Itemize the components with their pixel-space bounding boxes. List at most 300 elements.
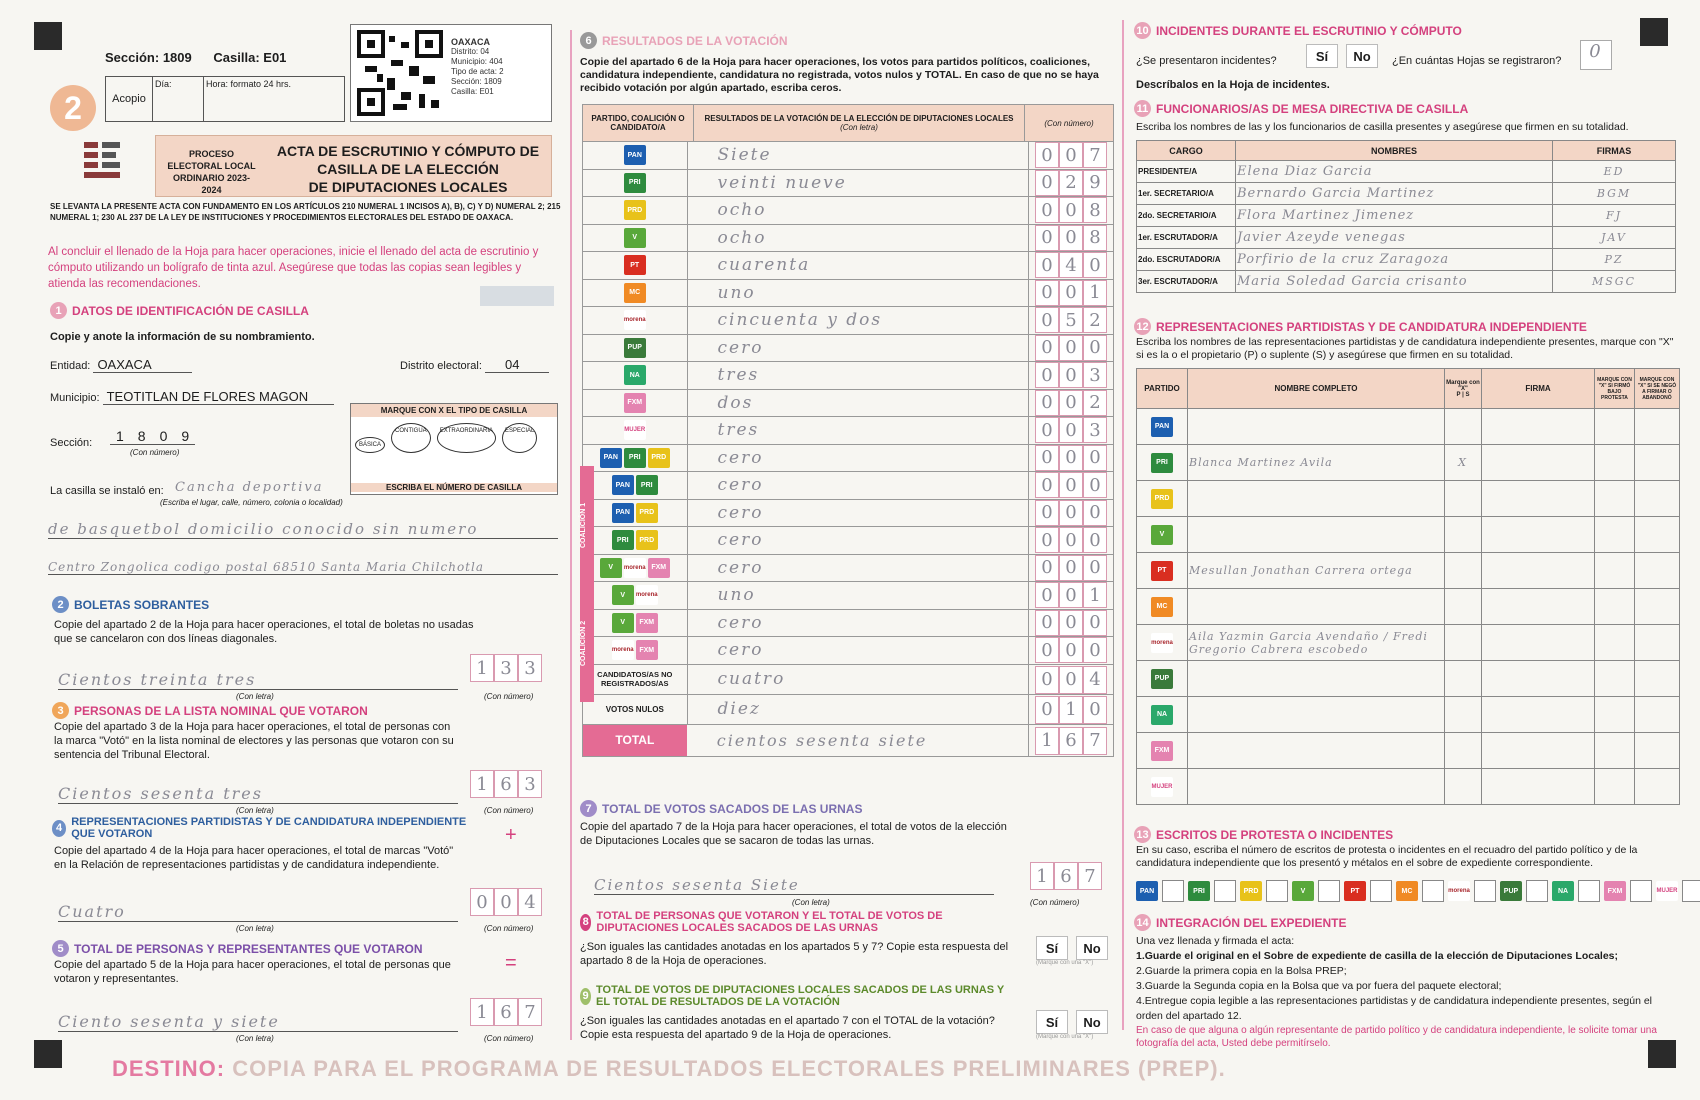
seccion-label: Sección: [50,437,93,449]
representante-row [1137,445,1680,481]
result-digits[interactable]: 0 0 2 [1029,390,1113,417]
s14-content: Una vez llenada y firmada el acta: 1.Guarde el original en el Sobre de expediente de casilla de la elección de Diputaciones Locales; 2.Guarde la primera copia en la Bolsa PREP; 3.Guarde la Segunda copia en la Bolsa que va por fuera del paquete electoral; 4.Entregue copia legible a las representaciones partidistas y de candidatura independiente presentes, según el orden del apartado 12. En caso de que alguna o algún representante de partido político y de candidatura independiente, le solicite tomar una fotografía del acta, Usted debe permitírselo. [1136,935,1657,1049]
representante-ps-mark[interactable] [1445,517,1482,553]
s2-letra-hint: (Con letra) [236,692,274,701]
section-12-title: 12 REPRESENTACIONES PARTIDISTAS Y DE CANDIDATURA INDEPENDIENTE [1134,318,1587,335]
abandono-mark[interactable] [1634,553,1679,589]
protesta-mark[interactable] [1595,445,1635,481]
result-letra[interactable]: dos [688,390,1030,417]
prd-logo-icon: PRD [1151,489,1173,509]
representante-nombre[interactable] [1188,589,1445,625]
abandono-mark[interactable] [1634,409,1679,445]
protesta-mark[interactable] [1595,697,1635,733]
representante-party [1137,517,1188,553]
representante-firma[interactable] [1482,517,1595,553]
funcionario-firma[interactable]: PZ [1553,249,1676,271]
protesta-mark[interactable] [1595,409,1635,445]
s5-letra[interactable]: Ciento sesenta y siete [58,1012,458,1032]
pup-logo-icon: PUP [624,338,646,358]
result-letra[interactable]: cero [688,445,1030,472]
representante-firma[interactable] [1482,553,1595,589]
abandono-mark[interactable] [1634,697,1679,733]
funcionario-cargo: 3er. ESCRUTADOR/A [1137,271,1236,293]
protesta-count-box[interactable] [1318,880,1340,902]
representante-nombre[interactable] [1188,661,1445,697]
mc-logo-icon: MC [1396,881,1418,901]
representante-nombre[interactable] [1188,409,1445,445]
section-7-title: 7 TOTAL DE VOTOS SACADOS DE LAS URNAS [580,800,862,817]
nao-logo-icon: NA [1552,881,1574,901]
result-party-cell [583,555,688,582]
representante-ps-mark[interactable] [1445,733,1482,769]
mujer-logo-icon: MUJER [1656,881,1678,901]
result-digits[interactable]: 0 0 0 [1029,445,1113,472]
tipo-basica[interactable]: BÁSICA [355,437,385,453]
qr-code-icon [357,30,443,116]
pan-logo-icon: PAN [600,448,622,468]
abandono-mark[interactable] [1634,481,1679,517]
result-row [582,417,1114,445]
protesta-mark[interactable] [1595,733,1635,769]
abandono-mark[interactable] [1634,661,1679,697]
protesta-mark[interactable] [1595,517,1635,553]
s9-si-option[interactable]: Sí [1036,1010,1068,1034]
tipo-especial[interactable]: ESPECIAL [502,423,537,453]
result-digits[interactable]: 0 2 9 [1029,170,1113,197]
morena-logo-icon: morena [1448,881,1470,901]
section-14-title: 14 INTEGRACIÓN DEL EXPEDIENTE [1134,914,1346,931]
s7-digits[interactable]: 1 6 7 [1030,862,1102,890]
fundamento-text: SE LEVANTA LA PRESENTE ACTA CON FUNDAMENTO EN LOS ARTÍCULOS 210 NUMERAL 1 INCISOS A), B), C) Y D) NUMERAL 2; 215 NUMERAL 1; 230 AL 237 DE LA LEY DE INSTITUCIONES Y PROCEDIMIENTOS ELECTORALES DEL ESTADO DE OAXACA. [50,202,561,222]
nao-logo-icon: NA [1151,705,1173,725]
representante-nombre[interactable] [1188,697,1445,733]
representante-ps-mark[interactable] [1445,481,1482,517]
s2-letra[interactable]: Cientos treinta tres [58,670,458,690]
section-1-title: 1 DATOS DE IDENTIFICACIÓN DE CASILLA [50,302,309,319]
distrito-field[interactable]: Distrito electoral: 04 [400,358,549,373]
funcionario-nombre[interactable]: Javier Azeyde venegas [1236,227,1553,249]
s9-question: ¿Son iguales las cantidades anotadas en el apartado 7 con el TOTAL de la votación? Copie esta respuesta del apartado 9 de la Hoja de operaciones. [580,1015,995,1041]
protesta-boxes [1136,880,1700,902]
result-party-cell [583,307,688,334]
acopio-box: Acopio Día: Hora: formato 24 hrs. [105,76,345,122]
representante-ps-mark[interactable] [1445,625,1482,661]
result-party-cell [583,170,688,197]
representante-nombre[interactable] [1188,517,1445,553]
protesta-count-box[interactable] [1214,880,1236,902]
result-digits[interactable]: 0 0 0 [1029,637,1113,664]
result-party-cell [583,472,688,499]
representante-ps-mark[interactable]: X [1445,445,1482,481]
s10-si-option[interactable]: Sí [1306,44,1338,68]
prd-logo-icon: PRD [648,448,670,468]
protesta-mark[interactable] [1595,589,1635,625]
result-letra[interactable]: ocho [688,225,1030,252]
equals-sign: = [505,952,517,974]
protesta-count-box[interactable] [1266,880,1288,902]
s13-instr: En su caso, escriba el número de escritos de protesta o incidentes en el recuadro del partido político y de la candidatura independiente que los presentó y métalos en el sobre de expediente correspondiente. [1136,844,1638,869]
result-row [582,252,1114,280]
pri-logo-icon: PRI [636,475,658,495]
instalo-line-3[interactable]: Centro Zongolica codigo postal 68510 Santa Maria Chilchotla [48,560,558,575]
result-digits[interactable]: 0 0 7 [1029,142,1113,169]
result-digits[interactable]: 0 0 0 [1029,555,1113,582]
result-row [582,390,1114,418]
s4-instr: Copie del apartado 4 de la Hoja para hacer operaciones, el total de marcas "Votó" en la Relación de representaciones partidistas y de candidatura independiente. [54,845,454,871]
result-letra[interactable]: cero [688,335,1030,362]
no-reg-letra[interactable]: cuatro [688,665,1030,694]
result-party-cell [583,197,688,224]
representante-nombre[interactable] [1188,733,1445,769]
result-digits[interactable]: 0 0 0 [1029,472,1113,499]
result-digits[interactable]: 0 0 3 [1029,362,1113,389]
pvem-logo-icon: V [612,613,634,633]
barcode-patch [480,286,554,306]
representante-firma[interactable] [1482,697,1595,733]
result-letra[interactable]: uno [688,582,1030,609]
result-letra[interactable]: cuarenta [688,252,1030,279]
representante-firma[interactable] [1482,625,1595,661]
mc-logo-icon: MC [1151,597,1173,617]
pvem-logo-icon: V [600,558,622,578]
funcionario-firma[interactable]: ED [1553,161,1676,183]
representante-firma[interactable] [1482,733,1595,769]
s10-hojas-count[interactable]: 0 [1580,40,1612,70]
s8-answer [1036,936,1108,960]
s10-desc: Descríbalos en la Hoja de incidentes. [1136,79,1330,91]
s9-no-option[interactable]: No [1076,1010,1108,1034]
total-digits[interactable]: 1 6 7 [1029,725,1113,756]
s3-instr: Copie del apartado 3 de la Hoja para hacer operaciones, el total de personas con la marca "Votó" en la lista nominal de electores y las personas que votaron con su sentencia del Tribunal Electoral. [54,721,454,761]
representante-nombre[interactable]: Mesullan Jonathan Carrera ortega [1188,553,1445,589]
result-letra[interactable]: veinti nueve [688,170,1030,197]
protesta-count-box[interactable] [1474,880,1496,902]
protesta-count-box[interactable] [1526,880,1548,902]
funcionario-row [1137,249,1676,271]
s3-num-hint: (Con número) [484,806,534,815]
funcionario-firma[interactable]: MSGC [1553,271,1676,293]
municipio-field[interactable]: Municipio: TEOTITLAN DE FLORES MAGON [50,390,334,405]
mc-logo-icon: MC [624,283,646,303]
result-party-cell [583,252,688,279]
pup-logo-icon: PUP [1500,881,1522,901]
pan-logo-icon: PAN [612,475,634,495]
funcionario-nombre[interactable]: Flora Martinez Jimenez [1236,205,1553,227]
res-col-numero: (Con número) [1044,118,1094,128]
s7-letra[interactable]: Cientos sesenta Siete [594,876,994,895]
instalo-label: La casilla se instaló en: [50,485,164,497]
funcionario-nombre[interactable]: Elena Diaz Garcia [1236,161,1553,183]
fxm-logo-icon: FXM [636,613,658,633]
total-letra[interactable]: cientos sesenta siete [687,725,1029,756]
result-letra[interactable]: cero [688,527,1030,554]
protesta-mark[interactable] [1595,625,1635,661]
representante-ps-mark[interactable] [1445,589,1482,625]
funcionario-row [1137,183,1676,205]
s4-letra[interactable]: Cuatro [58,902,458,922]
instalo-line-1[interactable]: Cancha deportiva [175,480,324,495]
protesta-count-box[interactable] [1578,880,1600,902]
morena-logo-icon: morena [624,558,646,578]
representante-party [1137,481,1188,517]
tipo-contigua[interactable]: CONTIGUA [391,423,431,453]
representante-ps-mark[interactable] [1445,553,1482,589]
funcionario-cargo: 1er. SECRETARIO/A [1137,183,1236,205]
abandono-mark[interactable] [1634,625,1679,661]
representante-row [1137,661,1680,697]
funcionario-row [1137,205,1676,227]
result-letra[interactable]: cero [688,472,1030,499]
result-row [582,197,1114,225]
protesta-mark[interactable] [1595,769,1635,805]
representante-ps-mark[interactable] [1445,697,1482,733]
res-col-partido: PARTIDO, COALICIÓN O CANDIDATO/A [583,105,694,141]
section-9-title: 9 TOTAL DE VOTOS DE DIPUTACIONES LOCALES SACADOS DE LAS URNAS Y EL TOTAL DE RESULTADOS DE LA VOTACIÓN [580,984,1020,1008]
morena-logo-icon: morena [636,585,658,605]
protesta-count-box[interactable] [1630,880,1652,902]
representante-firma[interactable] [1482,589,1595,625]
result-letra[interactable]: uno [688,280,1030,307]
seccion-digits[interactable]: 1 8 0 9 [110,428,195,445]
s7-num-hint: (Con número) [1030,898,1080,907]
protesta-mark[interactable] [1595,481,1635,517]
representante-party [1137,697,1188,733]
representante-row [1137,769,1680,805]
fxm-logo-icon: FXM [1604,881,1626,901]
tipo-casilla-box: MARQUE CON X EL TIPO DE CASILLA BÁSICA CONTIGUA EXTRAORDINARIA ESPECIAL ESCRIBA EL NÚMERO DE CASILLA [350,403,558,495]
s4-digits[interactable]: 0 0 4 [470,888,542,916]
pup-logo-icon: PUP [1151,669,1173,689]
protesta-mark[interactable] [1595,661,1635,697]
nulos-letra[interactable]: diez [688,695,1030,724]
s3-letra-hint: (Con letra) [236,806,274,815]
pan-logo-icon: PAN [1151,417,1173,437]
s8-no-option[interactable]: No [1076,936,1108,960]
funcionario-firma[interactable]: FJ [1553,205,1676,227]
representante-row [1137,481,1680,517]
section-4-title: 4 REPRESENTACIONES PARTIDISTAS Y DE CANDIDATURA INDEPENDIENTE QUE VOTARON [52,816,472,840]
result-row [582,555,1114,583]
s4-num-hint: (Con número) [484,924,534,933]
representante-firma[interactable] [1482,409,1595,445]
abandono-mark[interactable] [1634,733,1679,769]
result-letra[interactable]: cero [688,637,1030,664]
result-party-cell [583,142,688,169]
no-reg-digits[interactable]: 0 0 4 [1029,665,1113,694]
representante-row [1137,625,1680,661]
pan-logo-icon: PAN [624,145,646,165]
pt-logo-icon: PT [1151,561,1173,581]
result-row [582,225,1114,253]
funcionario-row [1137,161,1676,183]
result-party-cell [583,417,688,444]
abandono-mark[interactable] [1634,589,1679,625]
result-letra[interactable]: cero [688,500,1030,527]
s5-letra-hint: (Con letra) [236,1034,274,1043]
representante-ps-mark[interactable] [1445,769,1482,805]
column-divider-1 [570,30,572,1040]
representante-nombre[interactable] [1188,481,1445,517]
protesta-count-box[interactable] [1370,880,1392,902]
section-13-title: 13 ESCRITOS DE PROTESTA O INCIDENTES [1134,826,1393,843]
result-letra[interactable]: cincuenta y dos [688,307,1030,334]
pri-logo-icon: PRI [1188,881,1210,901]
result-digits[interactable]: 0 4 0 [1029,252,1113,279]
result-digits[interactable]: 0 0 8 [1029,225,1113,252]
result-row [582,307,1114,335]
representante-firma[interactable] [1482,769,1595,805]
result-digits[interactable]: 0 5 2 [1029,307,1113,334]
s8-question: ¿Son iguales las cantidades anotadas en los apartados 5 y 7? Copie esta respuesta del apartado 8 de la Hoja de operaciones. [580,941,1009,967]
corner-marker-bottom-left [34,1040,62,1068]
result-digits[interactable]: 0 0 1 [1029,582,1113,609]
result-digits[interactable]: 0 0 0 [1029,500,1113,527]
representante-firma[interactable] [1482,445,1595,481]
section-5-title: 5 TOTAL DE PERSONAS Y REPRESENTANTES QUE VOTARON [52,940,423,957]
representante-nombre[interactable]: Blanca Martinez Avila [1188,445,1445,481]
pri-logo-icon: PRI [612,530,634,550]
protesta-count-box[interactable] [1162,880,1184,902]
fxm-logo-icon: FXM [624,393,646,413]
s10-question: ¿Se presentaron incidentes? [1136,55,1277,67]
qr-info: OAXACA Distrito: 04 Municipio: 404 Tipo de acta: 2 Sección: 1809 Casilla: E01 [451,37,504,96]
s3-digits[interactable]: 1 6 3 [470,770,542,798]
result-letra[interactable]: cero [688,610,1030,637]
funcionario-firma[interactable]: BGM [1553,183,1676,205]
result-digits[interactable]: 0 0 0 [1029,610,1113,637]
funcionario-nombre[interactable]: Porfirio de la cruz Zaragoza [1236,249,1553,271]
funcionario-firma[interactable]: JAV [1553,227,1676,249]
result-digits[interactable]: 0 0 0 [1029,527,1113,554]
pt-logo-icon: PT [624,255,646,275]
s3-letra[interactable]: Cientos sesenta tres [58,784,458,804]
result-digits[interactable]: 0 0 3 [1029,417,1113,444]
row-votos-nulos: VOTOS NULOS diez 0 1 0 [582,695,1114,725]
result-digits[interactable]: 0 0 8 [1029,197,1113,224]
s8-si-option[interactable]: Sí [1036,936,1068,960]
s5-digits[interactable]: 1 6 7 [470,998,542,1026]
coalicion-2-label: COALICIÓN 2 [580,584,594,702]
row-total: TOTAL cientos sesenta siete 1 6 7 [582,725,1114,757]
result-party-cell [583,527,688,554]
result-party-cell [583,582,688,609]
pan-logo-icon: PAN [1136,881,1158,901]
protesta-count-box[interactable] [1422,880,1444,902]
coalicion-1-label: COALICIÓN 1 [580,466,594,584]
pan-logo-icon: PAN [612,503,634,523]
result-row [582,362,1114,390]
funcionarios-table: CARGO NOMBRES FIRMAS PRESIDENTE/A Elena Diaz Garcia ED 1er. SECRETARIO/A Bernardo Garcia Martinez BGM 2do. SECRETARIO/A Flora Martinez Jimenez FJ 1er. ESCRUTADOR/A Javier Azeyde venegas JAV 2do. ESCRUTADOR/A Porfirio de la cruz Zaragoza PZ 3er. ESCRUTADOR/A Maria Soledad Garcia crisanto MSGC [1136,140,1676,293]
row-no-registrados: CANDIDATOS/AS NO REGISTRADOS/AS cuatro 0 0 4 [582,665,1114,695]
result-letra[interactable]: ocho [688,197,1030,224]
plus-sign: + [505,824,517,846]
instalo-line-2[interactable]: de basquetbol domicilio conocido sin numero [48,520,558,539]
header-seccion: Sección: 1809 Casilla: E01 [105,50,287,65]
s4-letra-hint: (Con letra) [236,924,274,933]
representante-firma[interactable] [1482,661,1595,697]
result-letra[interactable]: cero [688,555,1030,582]
funcionario-cargo: 1er. ESCRUTADOR/A [1137,227,1236,249]
fxm-logo-icon: FXM [648,558,670,578]
representante-party [1137,769,1188,805]
representante-party [1137,409,1188,445]
pri-logo-icon: PRI [624,173,646,193]
abandono-mark[interactable] [1634,445,1679,481]
result-row [582,445,1114,473]
section-6-title: 6 RESULTADOS DE LA VOTACIÓN [580,32,788,49]
result-letra[interactable]: Siete [688,142,1030,169]
result-row [582,527,1114,555]
mujer-logo-icon: MUJER [624,420,646,440]
section-11-title: 11 FUNCIONARIOS/AS DE MESA DIRECTIVA DE CASILLA [1134,100,1468,117]
pri-logo-icon: PRI [1151,453,1173,473]
pt-logo-icon: PT [1344,881,1366,901]
s2-digits[interactable]: 1 3 3 [470,654,542,682]
s7-instr: Copie del apartado 7 de la Hoja para hacer operaciones, el total de votos de la elección de Diputaciones Locales que se sacaron de todas las urnas. [580,821,1007,847]
s8-hint: (Marque con una "X") [1036,960,1094,966]
nulos-digits[interactable]: 0 1 0 [1029,695,1113,724]
s5-num-hint: (Con número) [484,1034,534,1043]
s10-answer [1306,44,1378,68]
iee-logo-icon [78,138,130,196]
pvem-logo-icon: V [1292,881,1314,901]
morena-logo-icon: morena [1151,633,1173,653]
pvem-logo-icon: V [1151,525,1173,545]
representante-ps-mark[interactable] [1445,661,1482,697]
protesta-mark[interactable] [1595,553,1635,589]
result-digits[interactable]: 0 0 0 [1029,335,1113,362]
result-digits[interactable]: 0 0 1 [1029,280,1113,307]
tipo-extraordinaria[interactable]: EXTRAORDINARIA [437,423,496,453]
result-party-cell [583,445,688,472]
result-party-cell [583,390,688,417]
mujer-logo-icon: MUJER [1151,777,1173,797]
representante-firma[interactable] [1482,481,1595,517]
result-letra[interactable]: tres [688,417,1030,444]
representante-row [1137,517,1680,553]
result-row [582,582,1114,610]
destino-banner: DESTINO: COPIA PARA EL PROGRAMA DE RESULTADOS ELECTORALES PRELIMINARES (PREP). [112,1056,1226,1081]
s1-instr: Copie y anote la información de su nombramiento. [50,331,315,343]
representante-nombre[interactable] [1188,769,1445,805]
qr-box [350,24,552,122]
representante-nombre[interactable]: Aila Yazmin Garcia Avendaño / Fredi Gregorio Cabrera escobedo [1188,625,1445,661]
section-10-title: 10 INCIDENTES DURANTE EL ESCRUTINIO Y CÓMPUTO [1134,22,1462,39]
funcionario-row [1137,271,1676,293]
funcionario-nombre[interactable]: Maria Soledad Garcia crisanto [1236,271,1553,293]
funcionario-cargo: PRESIDENTE/A [1137,161,1236,183]
resultados-table [582,104,1114,757]
funcionario-cargo: 2do. ESCRUTADOR/A [1137,249,1236,271]
protesta-count-box[interactable] [1682,880,1700,902]
abandono-mark[interactable] [1634,769,1679,805]
s10-no-option[interactable]: No [1346,44,1378,68]
result-letra[interactable]: tres [688,362,1030,389]
representante-party [1137,553,1188,589]
entidad-field[interactable]: Entidad: OAXACA [50,358,192,373]
funcionario-nombre[interactable]: Bernardo Garcia Martinez [1236,183,1553,205]
instalo-hint: (Escriba el lugar, calle, número, colonia o localidad) [160,498,343,507]
representante-party [1137,589,1188,625]
representante-row [1137,733,1680,769]
abandono-mark[interactable] [1634,517,1679,553]
representante-party [1137,445,1188,481]
s12-instr: Escriba los nombres de las representaciones partidistas y de candidatura independiente presentes, marque con "X" si es la o el propietario (P) o suplente (S) y asegúrese que firmen en su totalidad. [1136,336,1674,361]
representante-ps-mark[interactable] [1445,409,1482,445]
s7-letra-hint: (Con letra) [792,898,830,907]
representante-row [1137,697,1680,733]
prd-logo-icon: PRD [636,530,658,550]
